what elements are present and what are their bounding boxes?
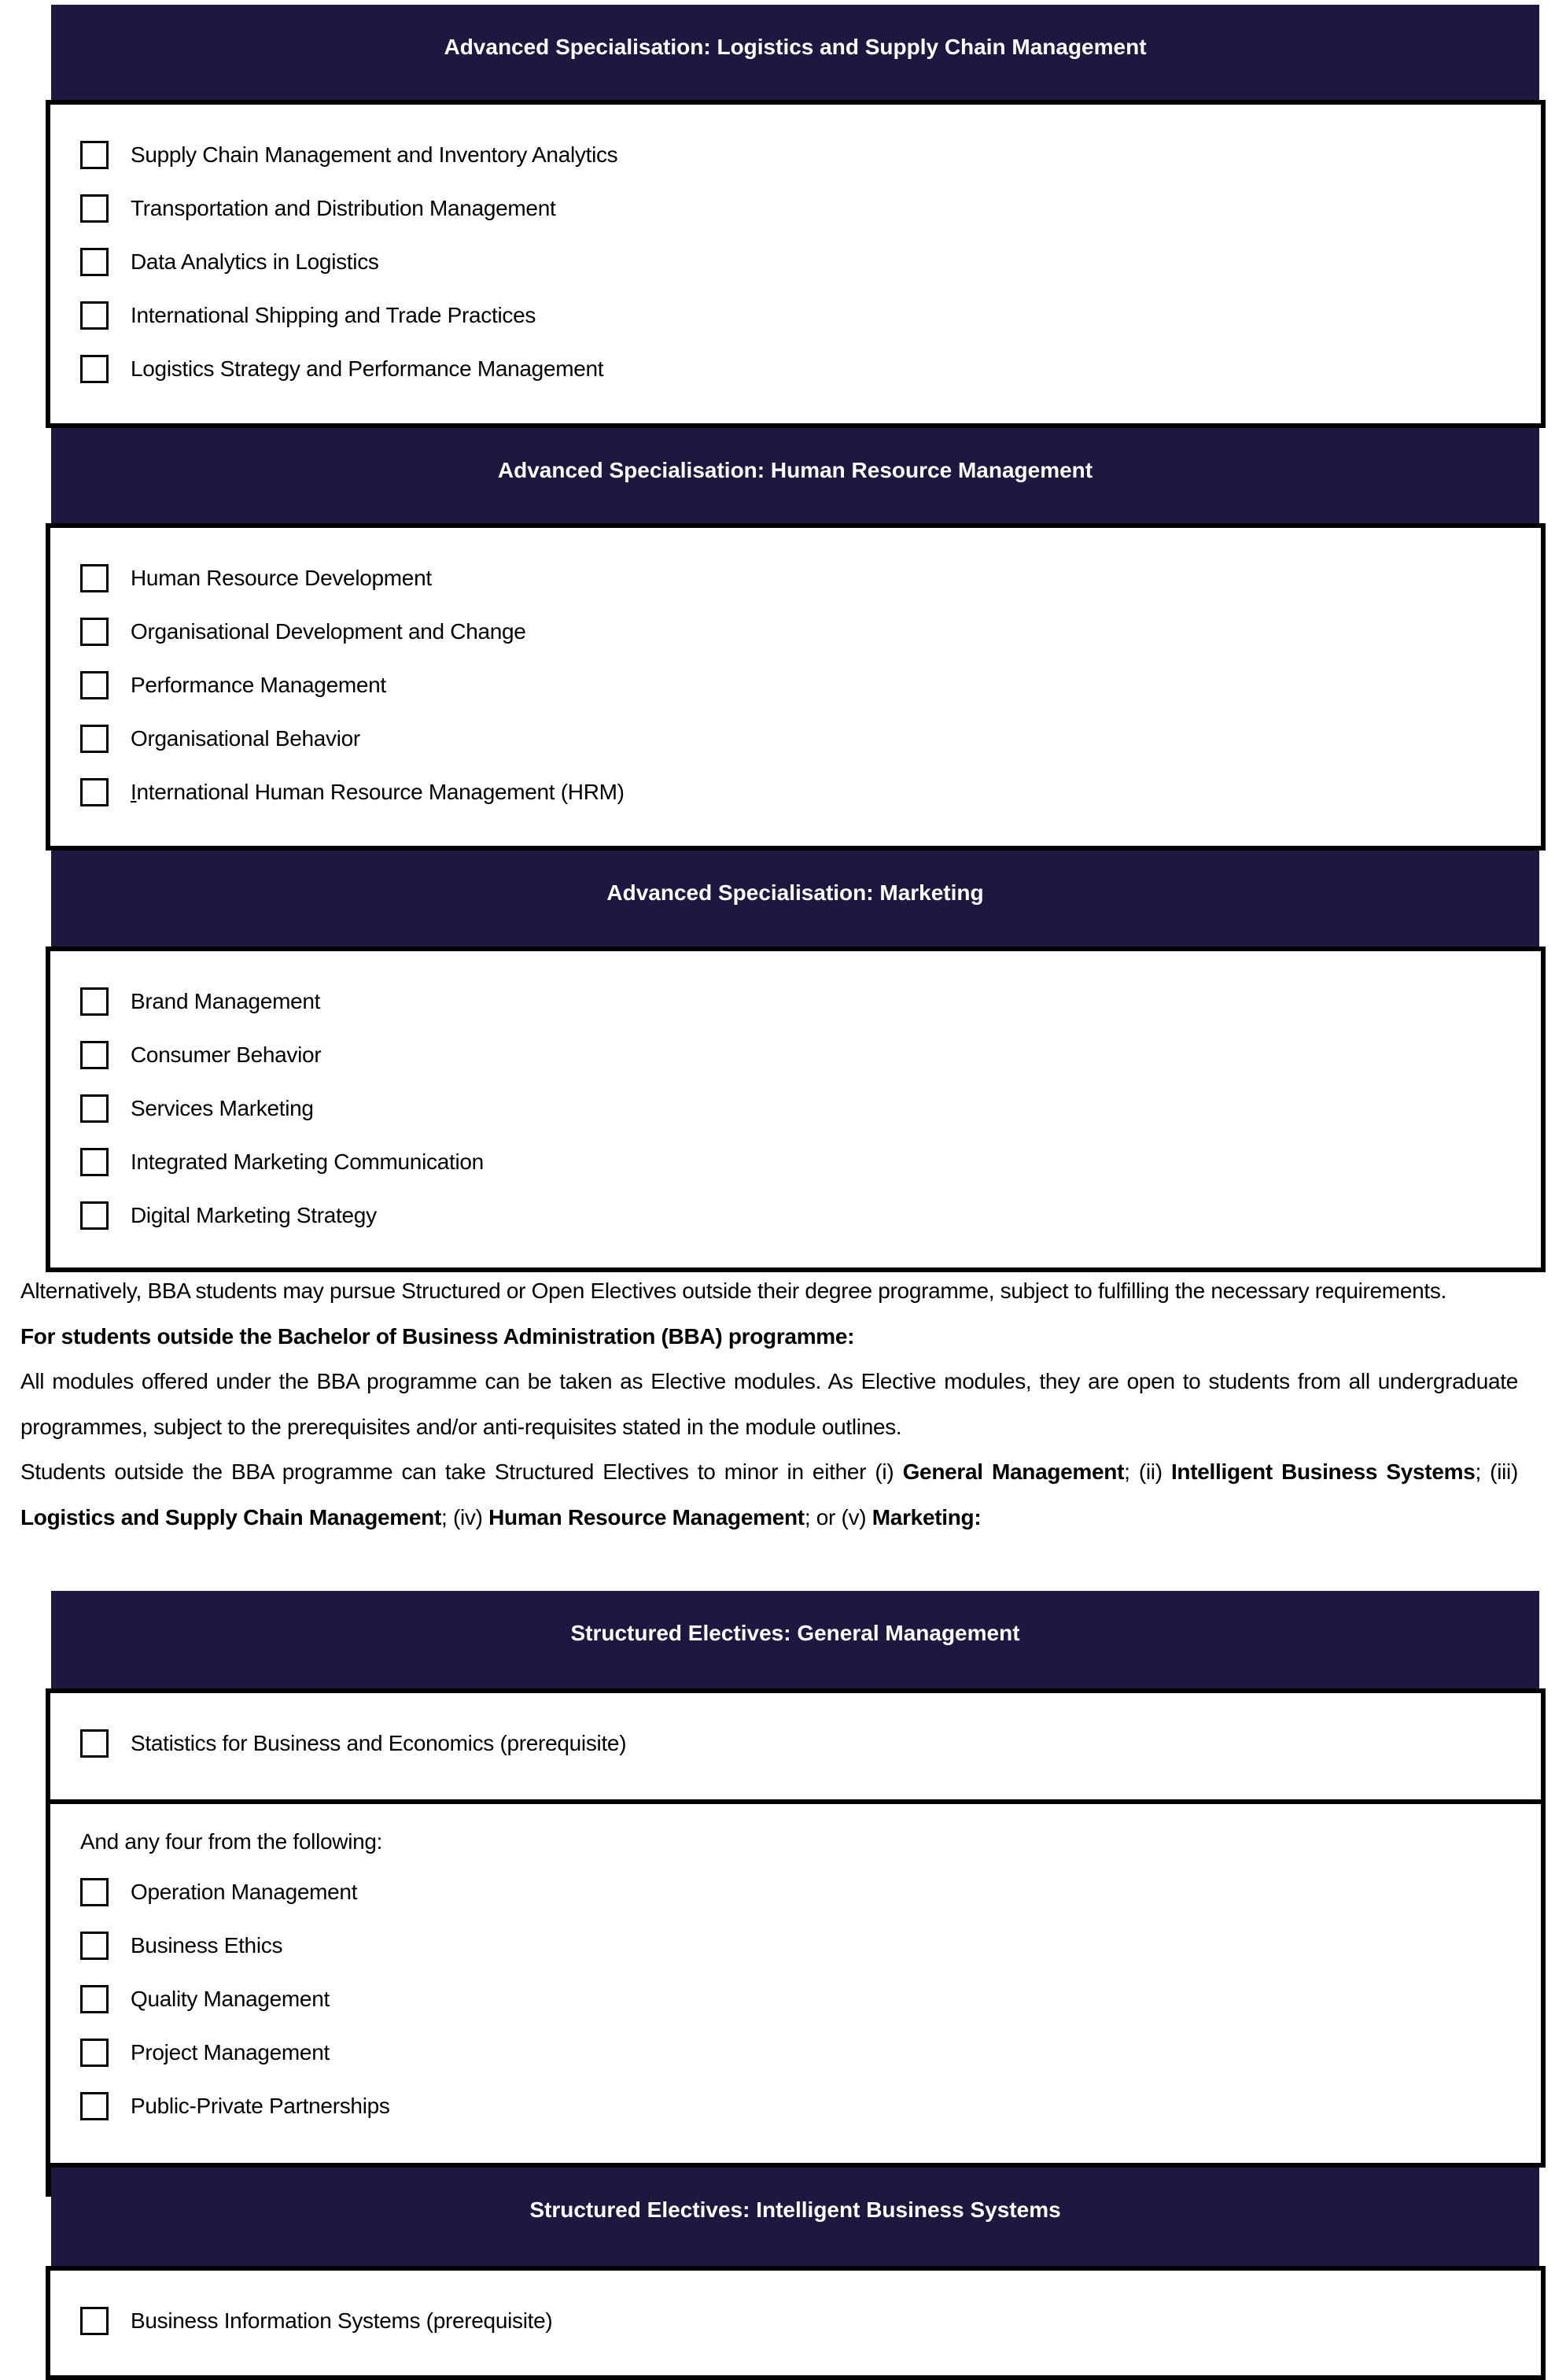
minor-paragraph: Students outside the BBA programme can take Structured Electives to minor in either (i) General Management; (ii) Intelligent Business Systems; (iii) Logistics and Supply Chain Management; (iv) Human Resource Management; or (v) Marketing: bbox=[20, 1459, 1518, 1529]
checkbox[interactable] bbox=[80, 194, 109, 223]
checkbox[interactable] bbox=[80, 1041, 109, 1069]
section-header-hrm bbox=[51, 428, 1539, 523]
choose-note: And any four from the following: bbox=[80, 1829, 383, 1854]
section-header-logistics bbox=[51, 5, 1539, 100]
checkbox[interactable] bbox=[80, 1729, 109, 1758]
alternatively-paragraph: Alternatively, BBA students may pursue Structured or Open Electives outside their degree programme, subject to fulfilling the necessary requirements. bbox=[20, 1279, 1447, 1303]
list-item: Business Information Systems (prerequisite) bbox=[80, 2304, 552, 2338]
list-item: International Human Resource Management (HRM) bbox=[80, 775, 625, 810]
list-item: Business Ethics bbox=[80, 1928, 282, 1963]
section-title: Advanced Specialisation: Logistics and Supply Chain Management bbox=[444, 35, 1147, 59]
list-item: Organisational Development and Change bbox=[80, 614, 526, 649]
list-item: Consumer Behavior bbox=[80, 1038, 321, 1072]
list-item: Transportation and Distribution Management bbox=[80, 191, 555, 226]
checkbox[interactable] bbox=[80, 987, 109, 1016]
checkbox[interactable] bbox=[80, 671, 109, 699]
section-title: Structured Electives: General Management bbox=[570, 1621, 1020, 1645]
list-item: Supply Chain Management and Inventory Analytics bbox=[80, 138, 617, 172]
all-modules-paragraph: All modules offered under the BBA programme can be taken as Elective modules. As Elective modules, they are open to students from all undergraduate programmes, subject to the prerequisites and/or anti-requisites stated in the module outlines. bbox=[20, 1369, 1518, 1439]
module-list-general-management bbox=[46, 1799, 1546, 2168]
prerequisite-box-general-management bbox=[46, 1688, 1546, 1804]
list-item: Public-Private Partnerships bbox=[80, 2089, 390, 2124]
checkbox[interactable] bbox=[80, 778, 109, 806]
section-header-intelligent-business-systems bbox=[51, 2168, 1539, 2266]
module-list-logistics bbox=[46, 100, 1546, 428]
outside-bba-heading: For students outside the Bachelor of Business Administration (BBA) programme: bbox=[20, 1323, 855, 1349]
list-item: Human Resource Development bbox=[80, 561, 432, 596]
checkbox[interactable] bbox=[80, 141, 109, 169]
checkbox[interactable] bbox=[80, 2307, 109, 2335]
body-text bbox=[20, 1268, 1518, 1540]
module-list-hrm bbox=[46, 523, 1546, 851]
list-item: Project Management bbox=[80, 2035, 330, 2070]
list-item: Organisational Behavior bbox=[80, 721, 360, 756]
section-title: Structured Electives: Intelligent Business Systems bbox=[529, 2197, 1061, 2222]
section-header-marketing bbox=[51, 851, 1539, 946]
checkbox[interactable] bbox=[80, 248, 109, 276]
checkbox[interactable] bbox=[80, 1201, 109, 1230]
list-item: Data Analytics in Logistics bbox=[80, 245, 379, 279]
checkbox[interactable] bbox=[80, 1985, 109, 2013]
section-header-general-management bbox=[51, 1591, 1539, 1688]
checkbox[interactable] bbox=[80, 1932, 109, 1960]
section-title: Advanced Specialisation: Marketing bbox=[606, 880, 984, 905]
list-item: Services Marketing bbox=[80, 1091, 314, 1126]
list-item: Integrated Marketing Communication bbox=[80, 1145, 484, 1179]
list-item: Digital Marketing Strategy bbox=[80, 1198, 377, 1233]
list-item: Performance Management bbox=[80, 668, 386, 703]
checkbox[interactable] bbox=[80, 2039, 109, 2067]
list-item: Operation Management bbox=[80, 1875, 357, 1910]
module-list-marketing bbox=[46, 946, 1546, 1272]
checkbox[interactable] bbox=[80, 355, 109, 383]
checkbox[interactable] bbox=[80, 725, 109, 753]
list-item: Statistics for Business and Economics (prerequisite) bbox=[80, 1726, 626, 1761]
list-item: Logistics Strategy and Performance Management bbox=[80, 352, 603, 386]
checkbox[interactable] bbox=[80, 564, 109, 592]
border-fragment bbox=[46, 2164, 51, 2197]
list-item: International Shipping and Trade Practices bbox=[80, 298, 536, 333]
list-item: Quality Management bbox=[80, 1982, 330, 2017]
prerequisite-box-ibs bbox=[46, 2266, 1546, 2380]
list-item: Brand Management bbox=[80, 984, 320, 1019]
section-title: Advanced Specialisation: Human Resource Management bbox=[497, 458, 1093, 482]
checkbox[interactable] bbox=[80, 1094, 109, 1123]
checkbox[interactable] bbox=[80, 1878, 109, 1906]
checkbox[interactable] bbox=[80, 618, 109, 646]
checkbox[interactable] bbox=[80, 2092, 109, 2120]
checkbox[interactable] bbox=[80, 301, 109, 330]
checkbox[interactable] bbox=[80, 1148, 109, 1176]
